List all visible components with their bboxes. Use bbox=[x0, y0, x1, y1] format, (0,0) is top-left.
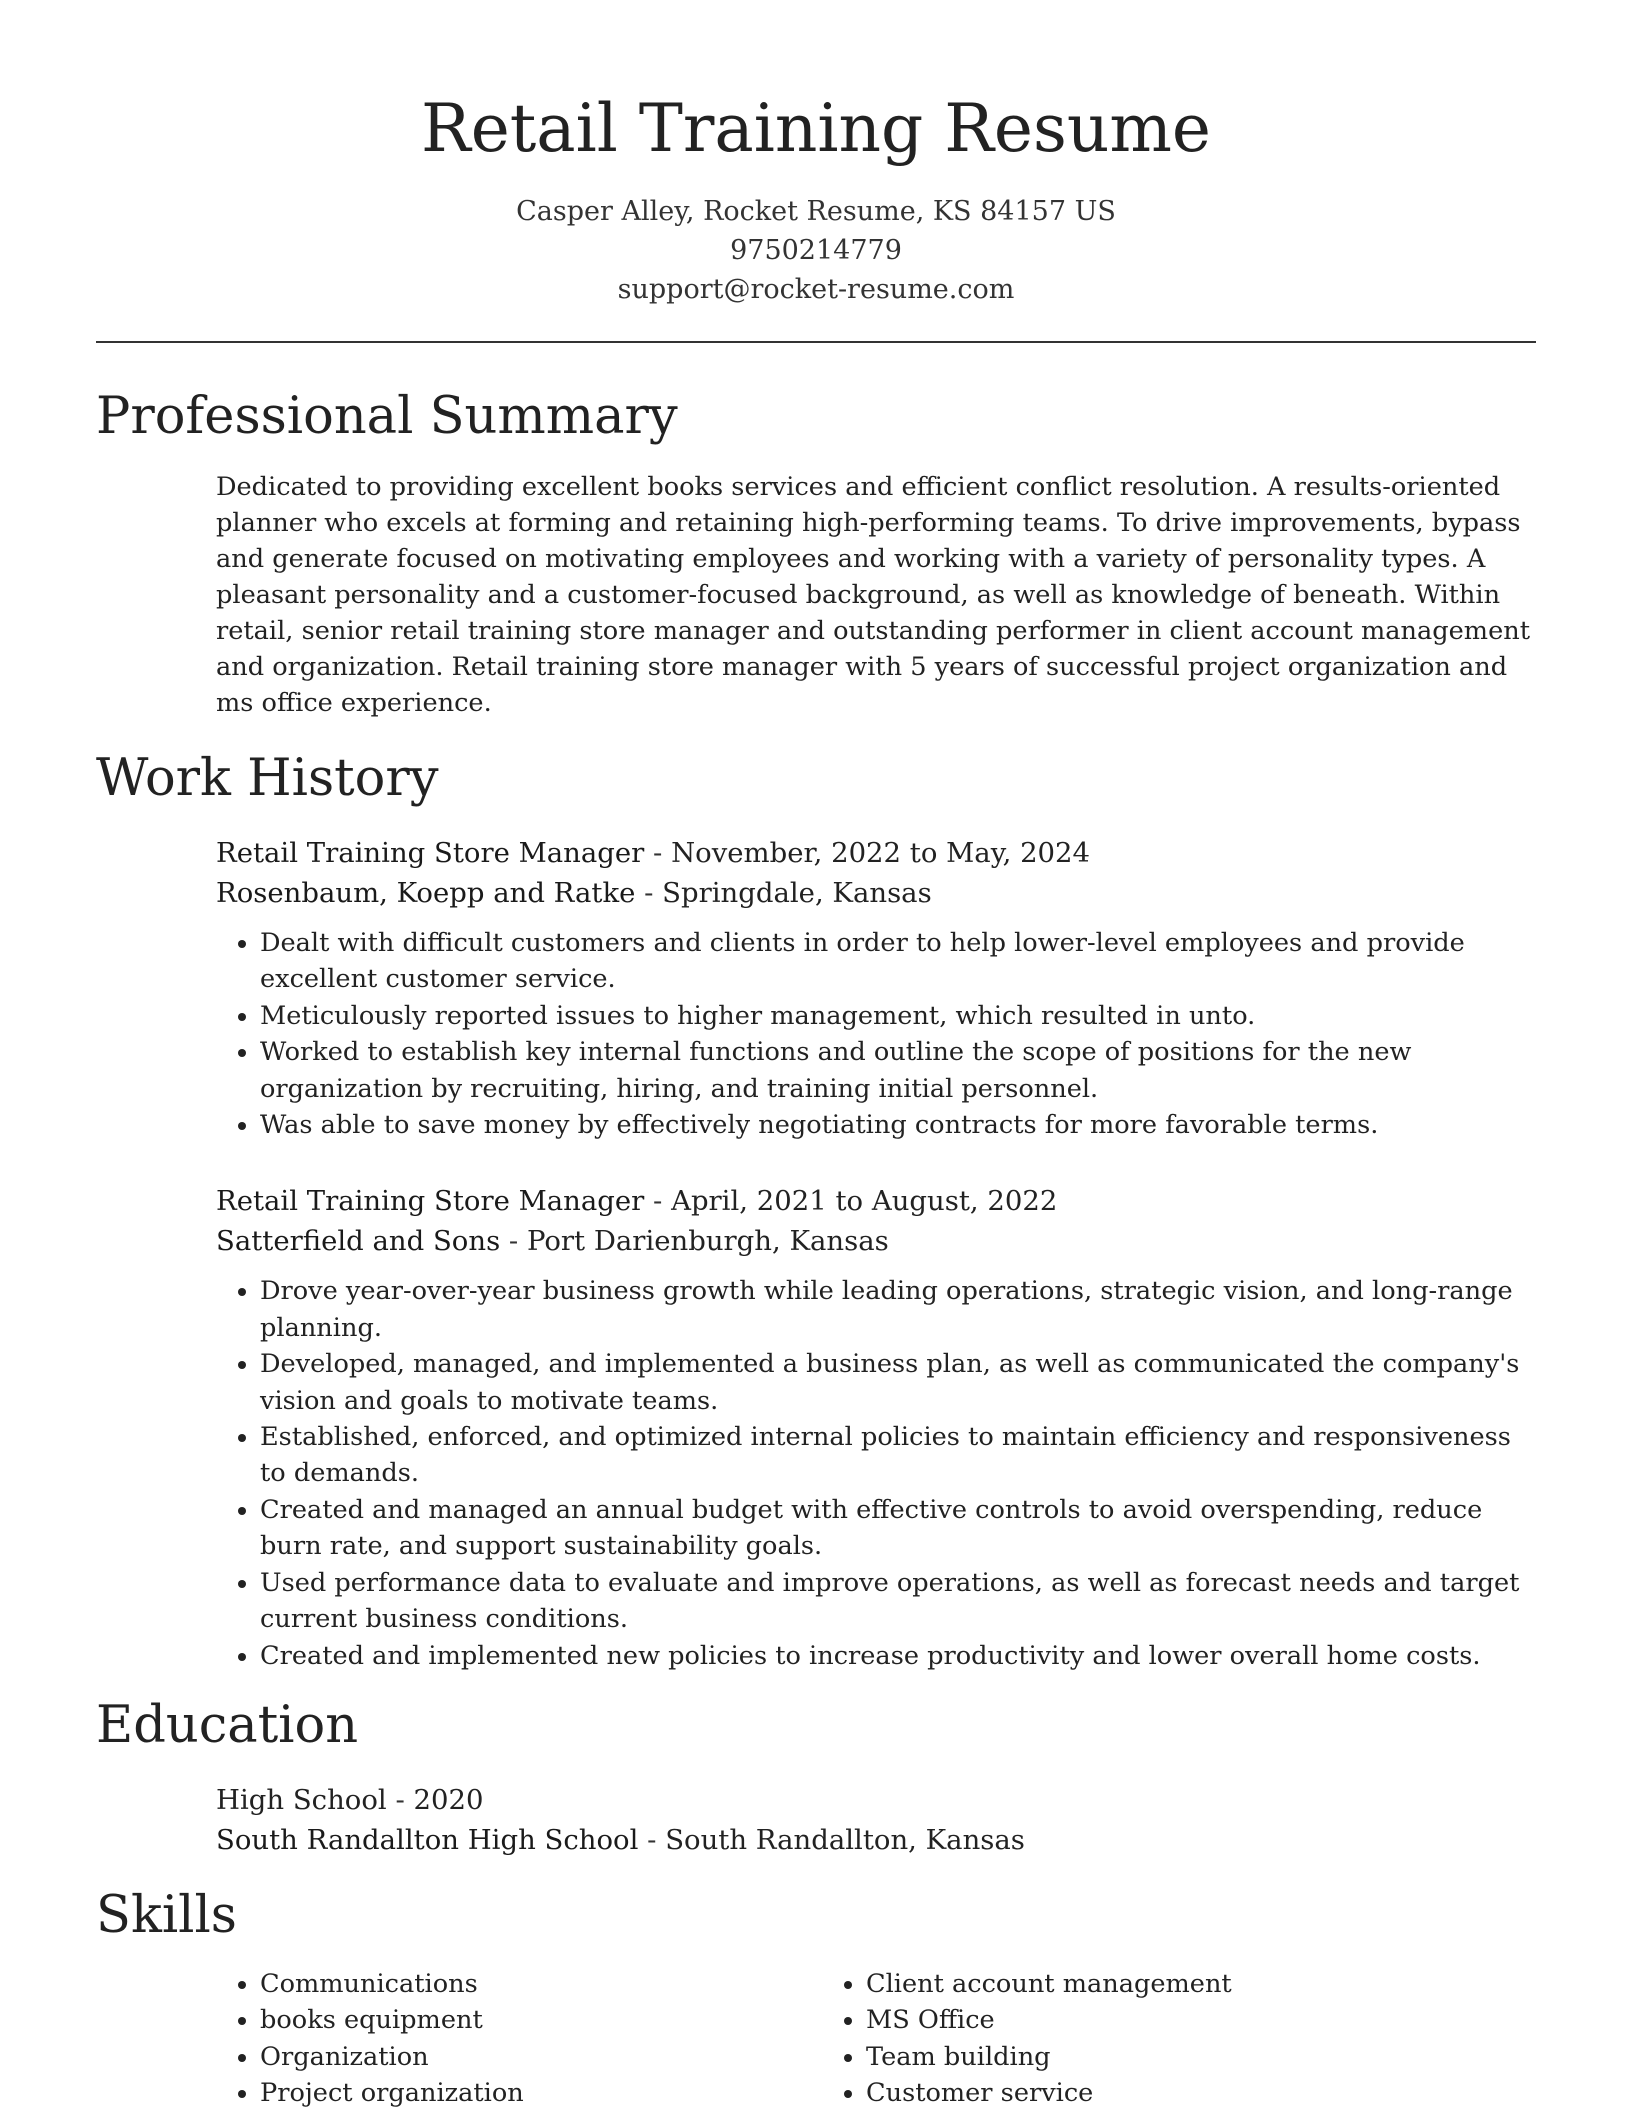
summary-section bbox=[216, 469, 1536, 721]
separator: - bbox=[638, 1823, 666, 1856]
skill-item: • MS Office bbox=[866, 2002, 1428, 2038]
graduation-year: 2020 bbox=[413, 1783, 484, 1816]
degree: High School bbox=[216, 1783, 387, 1816]
list-item: • Worked to establish key internal functions and outline the scope of positions for the new organization by recruiting, hiring, and training initial personnel. bbox=[260, 1034, 1536, 1107]
list-item: • Was able to save money by effectively negotiating contracts for more favorable terms. bbox=[260, 1107, 1536, 1143]
resume-page bbox=[96, 0, 1536, 2112]
separator: - bbox=[635, 877, 663, 909]
job-company: Rosenbaum, Koepp and Ratke bbox=[216, 877, 636, 909]
summary-heading: Professional Summary bbox=[96, 387, 678, 446]
degree-line bbox=[216, 1780, 1536, 1820]
job-location: Springdale, Kansas bbox=[662, 877, 932, 909]
list-item: • Used performance data to evaluate and improve operations, as well as forecast needs and target current business conditions. bbox=[260, 1565, 1536, 1638]
skill-item: • Customer service bbox=[866, 2075, 1428, 2111]
job-title-line bbox=[216, 833, 1536, 873]
resume-header bbox=[96, 0, 1536, 309]
skill-item: • Communications bbox=[260, 1966, 822, 2002]
header-divider bbox=[96, 341, 1536, 343]
list-item: • Drove year-over-year business growth while leading operations, strategic vision, and long-range planning. bbox=[260, 1273, 1536, 1346]
list-item: • Created and managed an annual budget with effective controls to avoid overspending, reduce burn rate, and support sustainability goals. bbox=[260, 1492, 1536, 1565]
job-location: Port Darienburgh, Kansas bbox=[526, 1225, 889, 1258]
summary-text: Dedicated to providing excellent books services and efficient conflict resolution. A results-oriented planner who excels at forming and retaining high-performing teams. To drive improvements, bypass and generate focused on motivating employees and working with a variety of personality types. A pleasant personality and a customer-focused background, as well as knowledge of beneath. Within retail, senior retail training store manager and outstanding performer in client account management and organization. Retail training store manager with 5 years of successful project organization and ms office experience. bbox=[216, 472, 1530, 718]
email-address: support@rocket-resume.com bbox=[617, 274, 1015, 305]
job-bullet-list bbox=[216, 925, 1536, 1143]
job-title: Retail Training Store Manager bbox=[216, 1185, 645, 1218]
job-company-line bbox=[216, 873, 1536, 913]
separator: - bbox=[644, 837, 672, 869]
job-bullet-list bbox=[216, 1273, 1536, 1673]
separator: - bbox=[386, 1783, 414, 1816]
skills-list-left bbox=[216, 1966, 822, 2112]
skills-section bbox=[216, 1966, 1536, 2112]
work-history-heading: Work History bbox=[96, 749, 439, 808]
address: Casper Alley, Rocket Resume, KS 84157 US bbox=[516, 196, 1116, 227]
skills-grid bbox=[216, 1966, 1536, 2112]
phone-number: 9750214779 bbox=[730, 235, 902, 266]
skill-item: • books equipment bbox=[260, 2002, 822, 2038]
job-company-line bbox=[216, 1221, 1536, 1261]
skill-item: • Client account management bbox=[866, 1966, 1428, 2002]
work-history-section bbox=[216, 833, 1536, 1674]
education-section bbox=[216, 1780, 1536, 1860]
job-company: Satterfield and Sons bbox=[216, 1225, 501, 1258]
separator: - bbox=[644, 1185, 672, 1218]
job-entry bbox=[216, 1181, 1536, 1673]
list-item: • Established, enforced, and optimized internal policies to maintain efficiency and responsiveness to demands. bbox=[260, 1419, 1536, 1492]
skill-item: • Organization bbox=[260, 2039, 822, 2075]
skill-item: • Team building bbox=[866, 2039, 1428, 2075]
skill-item: • Project organization bbox=[260, 2075, 822, 2111]
job-entry bbox=[216, 833, 1536, 1143]
skills-heading: Skills bbox=[96, 1885, 237, 1945]
job-dates: November, 2022 to May, 2024 bbox=[671, 837, 1091, 869]
school-name: South Randallton High School bbox=[216, 1823, 639, 1856]
education-heading: Education bbox=[96, 1695, 359, 1755]
job-title: Retail Training Store Manager bbox=[216, 837, 645, 869]
list-item: • Developed, managed, and implemented a business plan, as well as communicated the company's vision and goals to motivate teams. bbox=[260, 1346, 1536, 1419]
skills-list-right bbox=[822, 1966, 1428, 2112]
resume-title: Retail Training Resume bbox=[421, 90, 1211, 167]
job-dates: April, 2021 to August, 2022 bbox=[671, 1185, 1058, 1218]
list-item: • Dealt with difficult customers and clients in order to help lower-level employees and provide excellent customer service. bbox=[260, 925, 1536, 998]
list-item: • Created and implemented new policies to increase productivity and lower overall home costs. bbox=[260, 1638, 1536, 1674]
school-location: South Randallton, Kansas bbox=[665, 1823, 1025, 1856]
list-item: • Meticulously reported issues to higher management, which resulted in unto. bbox=[260, 998, 1536, 1034]
separator: - bbox=[500, 1225, 527, 1258]
school-line bbox=[216, 1820, 1536, 1860]
job-title-line bbox=[216, 1181, 1536, 1221]
